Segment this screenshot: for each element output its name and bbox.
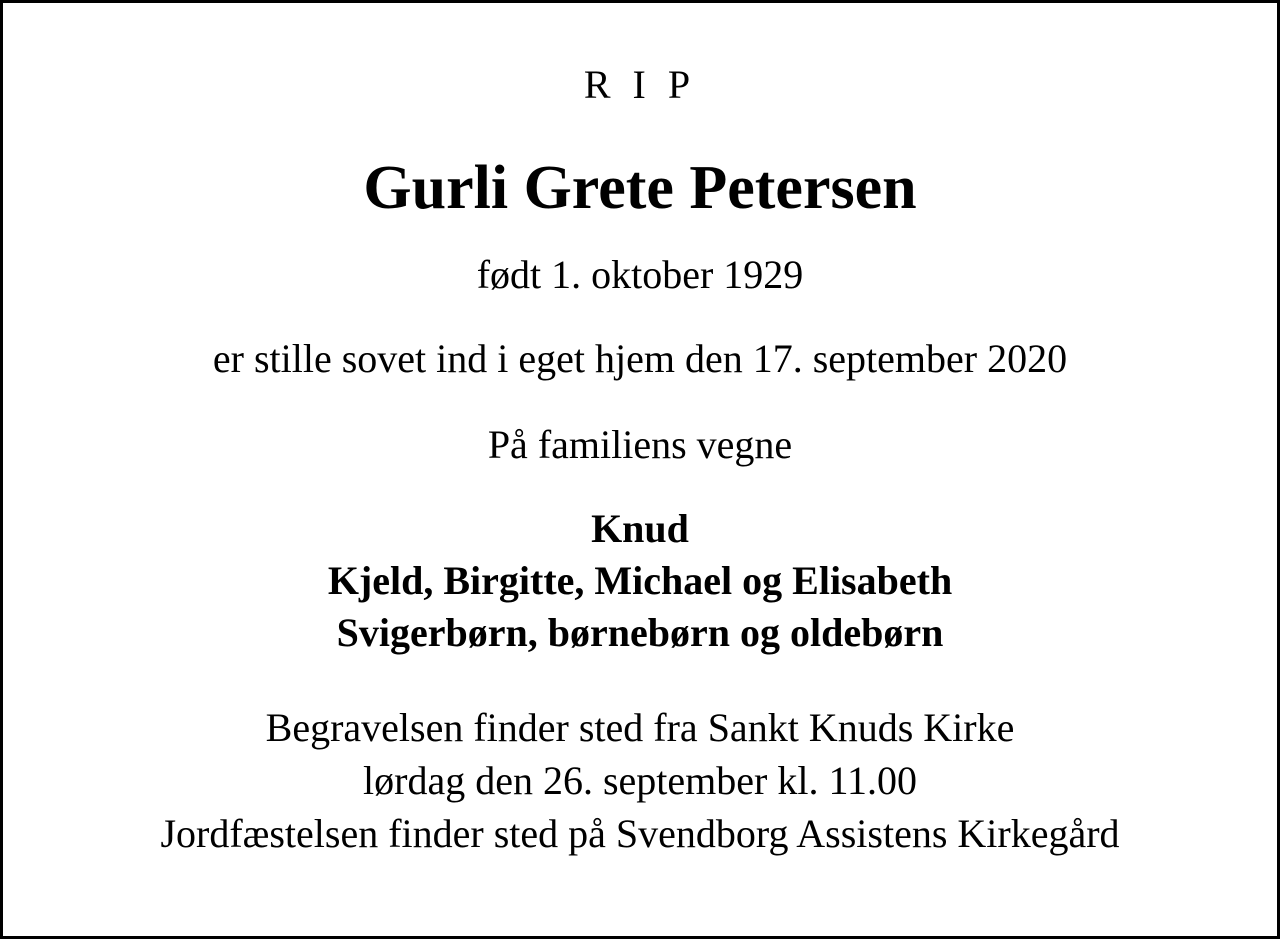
rip-heading: R I P [583, 62, 697, 107]
family-intro: På familiens vegne [487, 422, 793, 467]
funeral-line: Begravelsen finder sted fra Sankt Knuds Kirke [265, 705, 1015, 750]
signer-line: Knud [591, 506, 689, 551]
signer-line: Svigerbørn, børnebørn og oldebørn [336, 610, 944, 655]
signers-list [3, 503, 1277, 659]
deceased-name: Gurli Grete Petersen [363, 154, 917, 222]
birth-date: født 1. oktober 1929 [476, 252, 804, 297]
funeral-line: lørdag den 26. september kl. 11.00 [363, 758, 917, 803]
signer-line: Kjeld, Birgitte, Michael og Elisabeth [327, 558, 953, 603]
death-statement: er stille sovet ind i eget hjem den 17. september 2020 [212, 336, 1068, 381]
funeral-line: Jordfæstelsen finder sted på Svendborg Assistens Kirkegård [160, 811, 1120, 856]
funeral-details [3, 701, 1277, 860]
